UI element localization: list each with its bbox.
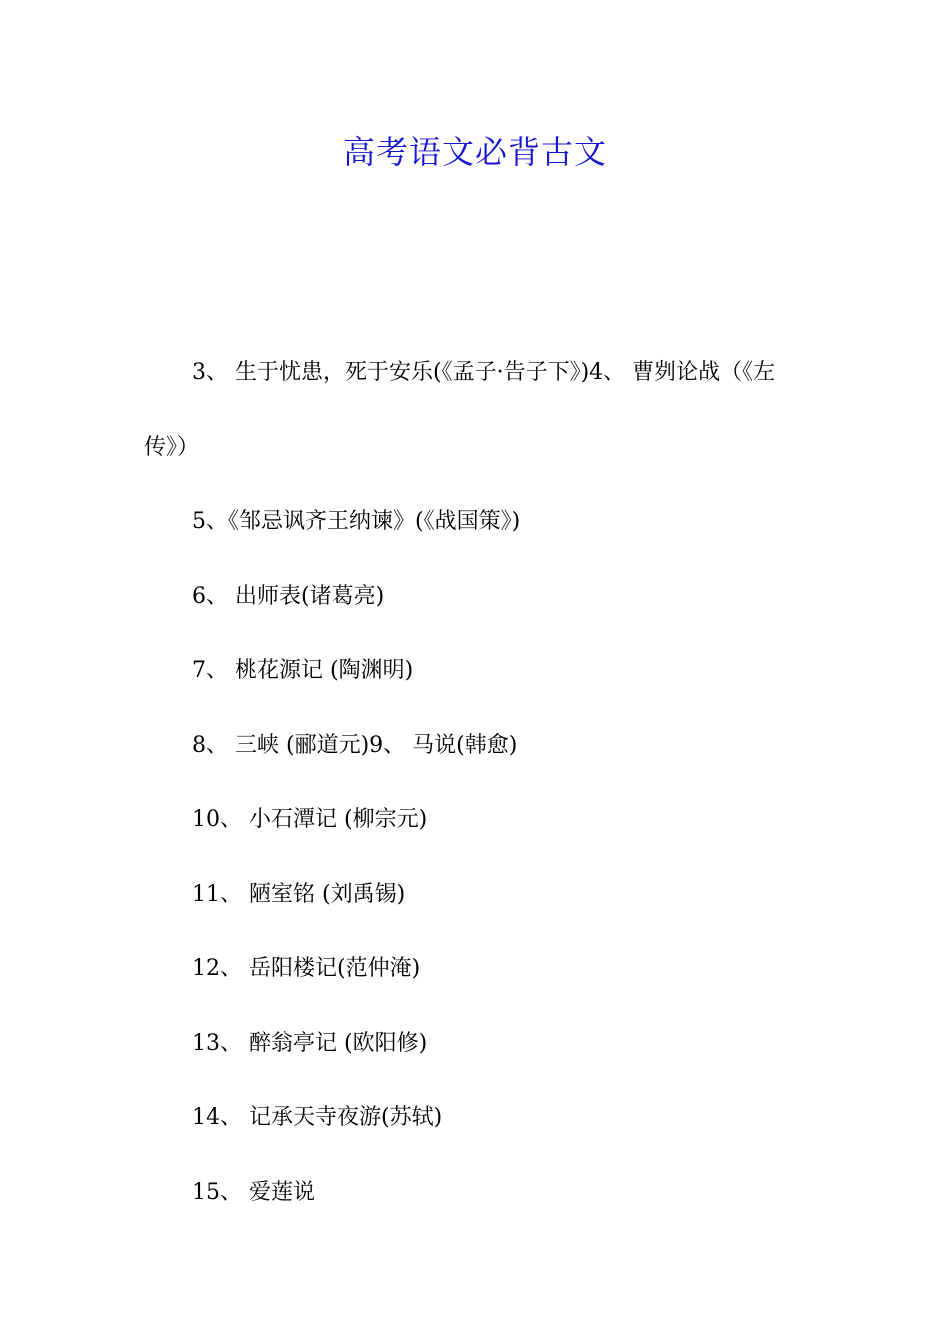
list-item: 7、 桃花源记 (陶渊明) xyxy=(192,658,414,683)
list-item: 8、 三峡 (郦道元)9、 马说(韩愈) xyxy=(192,732,518,758)
document-body xyxy=(144,336,808,1230)
page-title: 高考语文必背古文 xyxy=(342,133,607,171)
list-item: 3、 生于忧患，死于安乐(《孟子·告子下》)4、 曹刿论战（《左传》） xyxy=(144,360,776,460)
list-item: 10、 小石潭记 (柳宗元) xyxy=(192,807,428,832)
list-item: 15、 爱莲说 xyxy=(192,1179,315,1205)
list-item: 12、 岳阳楼记(范仲淹) xyxy=(192,956,421,981)
list-item: 14、 记承天寺夜游(苏轼) xyxy=(192,1105,443,1130)
list-item: 13、 醉翁亭记 (欧阳修) xyxy=(192,1030,428,1056)
list-item: 5、《邹忌讽齐王纳谏》(《战国策》) xyxy=(192,509,521,534)
list-item: 6、 出师表(诸葛亮) xyxy=(192,583,385,609)
list-item: 11、 陋室铭 (刘禹锡) xyxy=(192,881,406,907)
